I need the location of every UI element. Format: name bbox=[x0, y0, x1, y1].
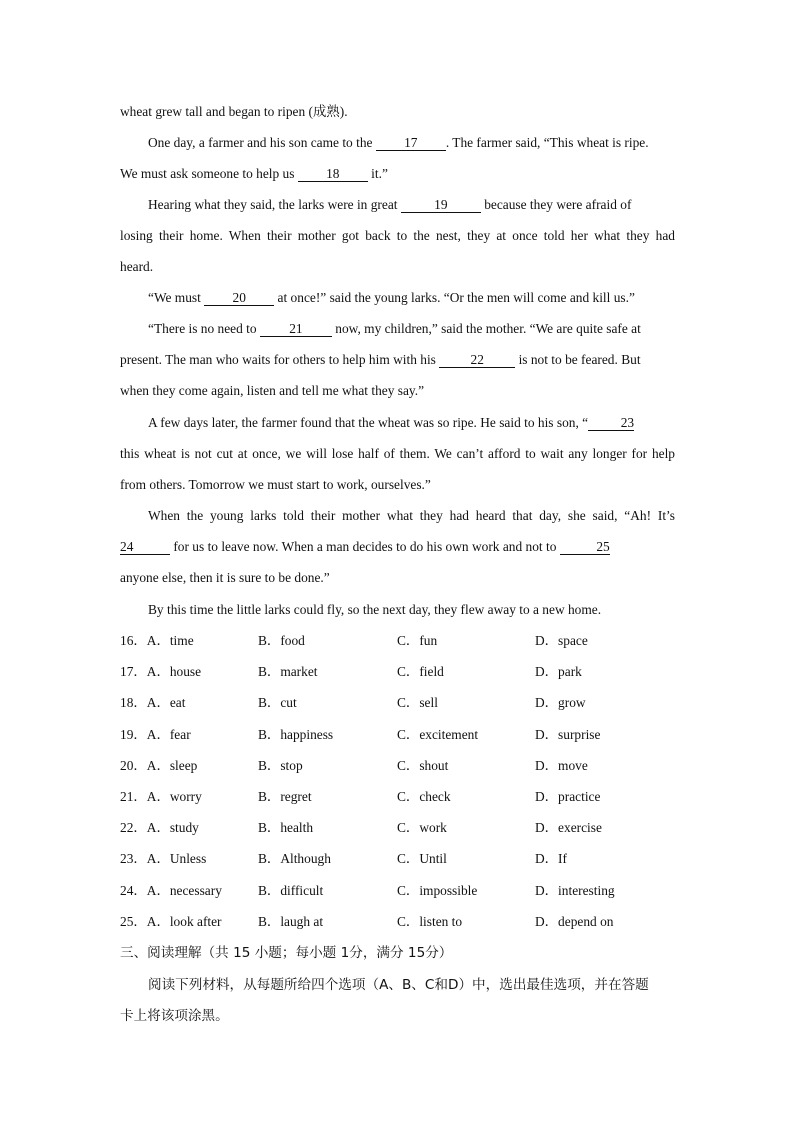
option-b: B．laugh at bbox=[258, 914, 324, 929]
text: . The farmer said, “This wheat is ripe. bbox=[445, 135, 649, 150]
passage-line bbox=[148, 289, 675, 307]
option-row bbox=[120, 632, 680, 650]
option-d: D．If bbox=[535, 851, 567, 866]
question-number: 17．A．house bbox=[120, 664, 202, 679]
option-c: C．fun bbox=[397, 633, 438, 648]
blank-22: 22 bbox=[439, 353, 515, 368]
option-d: D．move bbox=[535, 758, 588, 773]
option-c: C．field bbox=[397, 664, 444, 679]
text: “We must bbox=[148, 290, 205, 305]
option-b: B．stop bbox=[258, 758, 303, 773]
option-row bbox=[120, 850, 680, 868]
question-number: 24．A．necessary bbox=[120, 883, 222, 898]
option-c: C．shout bbox=[397, 758, 449, 773]
question-number: 16．A．time bbox=[120, 633, 194, 648]
passage-line: this wheat is not cut at once, we will lose half of them. We can’t afford to wait any longer for help bbox=[120, 446, 675, 461]
text: We must ask someone to help us bbox=[120, 166, 298, 181]
question-number: 21．A．worry bbox=[120, 789, 202, 804]
text: is not to be feared. But bbox=[515, 352, 641, 367]
section-heading: 三、阅读理解（共 15 小题；每小题 1分，满分 15分） bbox=[120, 945, 453, 961]
option-c: C．sell bbox=[397, 695, 438, 710]
section-instructions: 阅读下列材料，从每题所给四个选项（A、B、C和D）中，选出最佳选项，并在答题 bbox=[148, 977, 649, 993]
passage-line bbox=[120, 351, 675, 369]
option-row bbox=[120, 757, 680, 775]
text: at once!” said the young larks. “Or the men will come and kill us.” bbox=[274, 290, 635, 305]
text: because they were afraid of bbox=[480, 197, 632, 212]
option-c: C．check bbox=[397, 789, 451, 804]
blank-19: 19 bbox=[401, 198, 481, 213]
option-d: D．exercise bbox=[535, 820, 602, 835]
blank-21: 21 bbox=[260, 322, 332, 337]
option-c: C．excitement bbox=[397, 727, 479, 742]
option-row bbox=[120, 694, 680, 712]
option-d: D．grow bbox=[535, 695, 586, 710]
passage-line: heard. bbox=[120, 259, 154, 274]
option-row bbox=[120, 913, 680, 931]
passage-line: When the young larks told their mother what they had heard that day, she said, “Ah! It’s bbox=[148, 508, 675, 523]
option-b: B．Although bbox=[258, 851, 331, 866]
passage-line bbox=[120, 538, 675, 556]
option-d: D．park bbox=[535, 664, 582, 679]
question-number: 18．A．eat bbox=[120, 695, 186, 710]
passage-line bbox=[148, 414, 675, 432]
question-number: 20．A．sleep bbox=[120, 758, 198, 773]
option-b: B．regret bbox=[258, 789, 312, 804]
text: for us to leave now. When a man decides to do his own work and not to bbox=[170, 539, 560, 554]
text: present. The man who waits for others to help him with his bbox=[120, 352, 440, 367]
passage-line: By this time the little larks could fly, so the next day, they flew away to a new home. bbox=[148, 602, 602, 617]
question-number: 19．A．fear bbox=[120, 727, 191, 742]
passage-line bbox=[120, 165, 675, 183]
blank-18: 18 bbox=[298, 167, 368, 182]
option-b: B．cut bbox=[258, 695, 297, 710]
option-c: C．listen to bbox=[397, 914, 463, 929]
text: it.” bbox=[367, 166, 388, 181]
option-d: D．surprise bbox=[535, 727, 601, 742]
passage-line bbox=[148, 134, 675, 152]
blank-23: 23 bbox=[588, 416, 634, 431]
option-row bbox=[120, 882, 680, 900]
blank-25: 25 bbox=[560, 540, 610, 555]
question-number: 23．A．Unless bbox=[120, 851, 207, 866]
passage-line bbox=[148, 320, 675, 338]
option-c: C．impossible bbox=[397, 883, 478, 898]
blank-17: 17 bbox=[376, 136, 446, 151]
option-d: D．space bbox=[535, 633, 588, 648]
passage-line: losing their home. When their mother got back to the nest, they at once told her what they had bbox=[120, 228, 675, 243]
blank-20: 20 bbox=[204, 291, 274, 306]
text: A few days later, the farmer found that the wheat was so ripe. He said to his son, “ bbox=[148, 415, 589, 430]
option-b: B．market bbox=[258, 664, 318, 679]
blank-24: 24 bbox=[120, 540, 170, 555]
option-d: D．interesting bbox=[535, 883, 615, 898]
text: Hearing what they said, the larks were in great bbox=[148, 197, 401, 212]
question-number: 25．A．look after bbox=[120, 914, 222, 929]
option-c: C．work bbox=[397, 820, 447, 835]
option-row bbox=[120, 819, 680, 837]
passage-line: from others. Tomorrow we must start to work, ourselves.” bbox=[120, 477, 431, 492]
text: “There is no need to bbox=[148, 321, 260, 336]
passage-line bbox=[148, 196, 675, 214]
text: One day, a farmer and his son came to the bbox=[148, 135, 376, 150]
section-instructions: 卡上将该项涂黑。 bbox=[120, 1008, 229, 1024]
option-row bbox=[120, 788, 680, 806]
option-row bbox=[120, 726, 680, 744]
option-b: B．happiness bbox=[258, 727, 334, 742]
option-d: D．depend on bbox=[535, 914, 614, 929]
option-d: D．practice bbox=[535, 789, 601, 804]
option-b: B．food bbox=[258, 633, 305, 648]
option-b: B．health bbox=[258, 820, 314, 835]
question-number: 22．A．study bbox=[120, 820, 199, 835]
passage-line: anyone else, then it is sure to be done.” bbox=[120, 570, 330, 585]
passage-line: wheat grew tall and began to ripen (成熟). bbox=[120, 104, 348, 119]
option-row bbox=[120, 663, 680, 681]
option-c: C．Until bbox=[397, 851, 447, 866]
option-b: B．difficult bbox=[258, 883, 324, 898]
passage-line: when they come again, listen and tell me what they say.” bbox=[120, 383, 425, 398]
text: now, my children,” said the mother. “We are quite safe at bbox=[331, 321, 641, 336]
